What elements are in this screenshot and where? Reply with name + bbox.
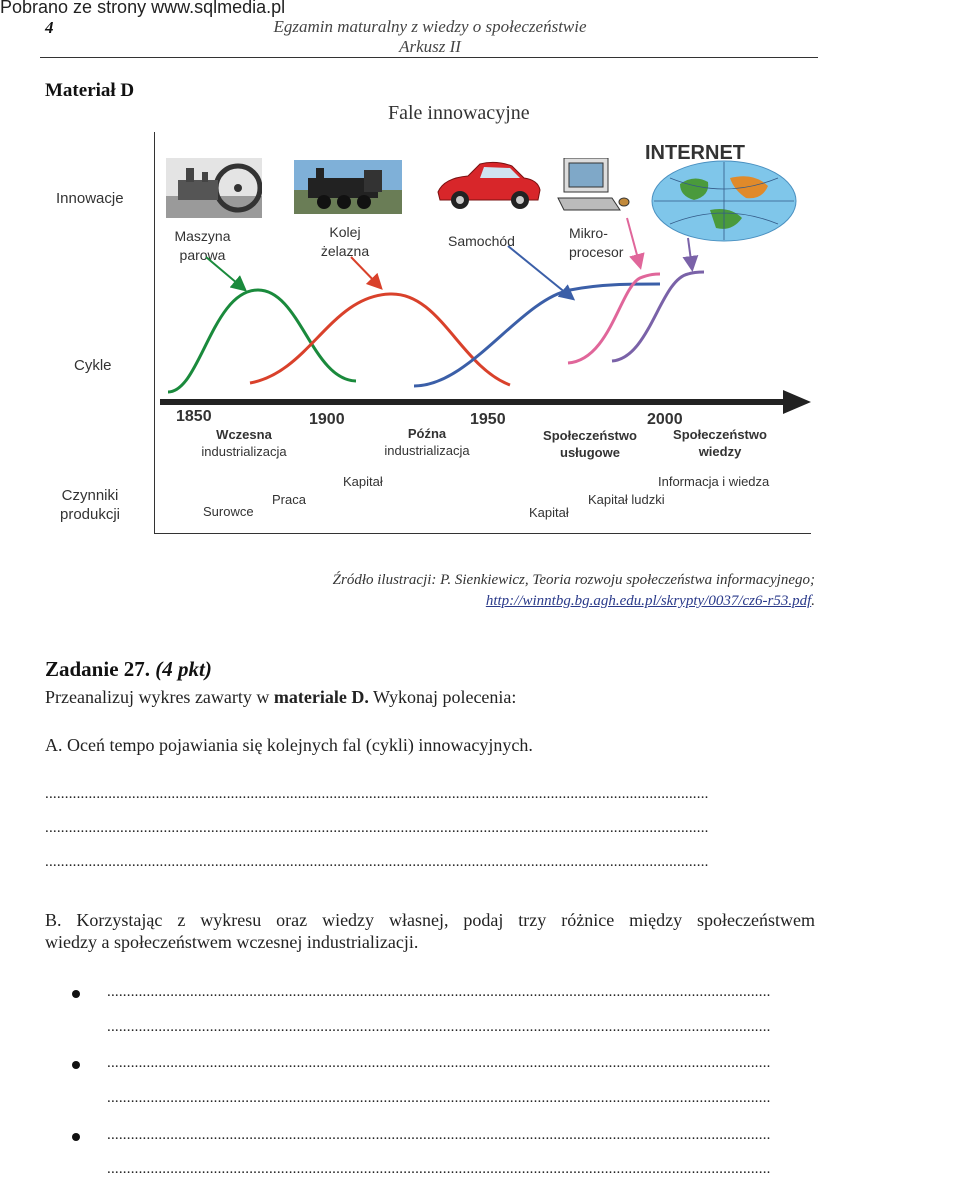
- source-period: .: [811, 593, 815, 609]
- answer-line-b3[interactable]: ........................................................................................................................................................................: [107, 1055, 771, 1071]
- task-number: Zadanie 27.: [45, 657, 151, 681]
- factor-information-knowledge: Informacja i wiedza: [658, 474, 770, 489]
- source-citation: [150, 570, 815, 612]
- year-1950: 1950: [470, 411, 506, 428]
- factor-capital-1: Kapitał: [343, 474, 383, 489]
- year-1900: 1900: [309, 411, 345, 428]
- era-service-line1: Społeczeństwo: [543, 428, 637, 443]
- wave-green: [168, 290, 356, 392]
- arrow-micro: [627, 218, 640, 266]
- source-link[interactable]: http://winntbg.bg.agh.edu.pl/skrypty/0037/cz6-r53.pdf: [485, 593, 812, 609]
- exam-sheet: Arkusz II: [399, 37, 461, 56]
- innovation-rail-line2: żelazna: [320, 243, 370, 259]
- task-intro-bold: materiale D.: [273, 687, 369, 707]
- arrow-internet: [688, 238, 692, 268]
- row-label-innovations: Innowacje: [56, 190, 124, 207]
- innovation-micro-line1: Mikro-: [569, 225, 608, 241]
- answer-line-b1[interactable]: ........................................................................................................................................................................: [107, 984, 771, 1000]
- era-knowledge-line1: Społeczeństwo: [673, 427, 767, 442]
- era-late-industrialization: [365, 425, 489, 459]
- factor-raw-materials: Surowce: [203, 504, 254, 519]
- row-label-factors-line2: produkcji: [59, 506, 121, 523]
- year-1850: 1850: [176, 408, 212, 425]
- factor-labor: Praca: [272, 492, 306, 507]
- innovation-micro-line2: procesor: [569, 244, 624, 260]
- task-intro: [45, 686, 516, 708]
- era-knowledge-society: [662, 426, 778, 460]
- material-label: Materiał D: [45, 80, 135, 101]
- era-knowledge-line2: wiedzy: [698, 444, 742, 459]
- source-text: Źródło ilustracji: P. Sienkiewicz, Teoria rozwoju społeczeństwa informacyjnego;: [332, 572, 815, 588]
- innovation-waves-chart: [0, 0, 960, 420]
- page-number: 4: [45, 18, 54, 37]
- diagram-title: Fale innowacyjne: [388, 102, 530, 124]
- arrow-steam: [206, 257, 244, 289]
- era-late-line1: Późna: [407, 426, 447, 441]
- diagram-bottom-axis: [154, 533, 811, 534]
- factor-human-capital: Kapitał ludzki: [588, 492, 665, 507]
- arrow-rail: [351, 257, 380, 287]
- answer-line-b5[interactable]: ........................................................................................................................................................................: [107, 1127, 771, 1143]
- arrow-car: [508, 246, 572, 298]
- answer-line-a1[interactable]: ........................................................................................................................................................................: [45, 786, 709, 802]
- exam-title: Egzamin maturalny z wiedzy o społeczeństwie: [273, 17, 587, 36]
- innovation-steam-line1: Maszyna: [174, 228, 231, 244]
- answer-line-b2[interactable]: ........................................................................................................................................................................: [107, 1019, 771, 1035]
- bullet-1: [72, 990, 80, 998]
- answer-line-b6[interactable]: ........................................................................................................................................................................: [107, 1161, 771, 1177]
- bullet-3: [72, 1133, 80, 1141]
- answer-line-a2[interactable]: ........................................................................................................................................................................: [45, 820, 709, 836]
- era-early-line1: Wczesna: [216, 427, 272, 442]
- task-points: (4 pkt): [155, 657, 212, 681]
- question-b: [45, 909, 815, 953]
- question-b-line2: wiedzy a społeczeństwem wczesnej industrializacji.: [45, 932, 419, 952]
- era-early-industrialization: [182, 426, 306, 460]
- internet-label: INTERNET: [645, 142, 745, 164]
- innovation-car: Samochód: [448, 233, 515, 249]
- timeline-arrowhead: [783, 390, 811, 414]
- task-title: [45, 657, 212, 682]
- era-late-line2: industrializacja: [384, 443, 470, 458]
- innovation-rail-line1: Kolej: [329, 224, 361, 240]
- innovation-steam-line2: parowa: [179, 247, 226, 263]
- task-intro-pre: Przeanalizuj wykres zawarty w: [45, 687, 274, 707]
- answer-line-b4[interactable]: ........................................................................................................................................................................: [107, 1090, 771, 1106]
- era-early-line2: industrializacja: [201, 444, 287, 459]
- row-label-cycles: Cykle: [74, 357, 112, 374]
- watermark-text: Pobrano ze strony www.sqlmedia.pl: [0, 0, 286, 17]
- task-intro-post: Wykonaj polecenia:: [368, 687, 517, 707]
- question-a: A. Oceń tempo pojawiania się kolejnych fal (cykli) innowacyjnych.: [45, 735, 533, 755]
- question-b-line1: B. Korzystając z wykresu oraz wiedzy własnej, podaj trzy różnice między społeczeństwem: [45, 910, 815, 930]
- factor-capital-2: Kapitał: [529, 505, 569, 520]
- row-label-factors-line1: Czynniki: [61, 487, 119, 504]
- era-service-line2: usługowe: [560, 445, 620, 460]
- row-label-factors: [50, 486, 130, 524]
- timeline-bar: [160, 399, 785, 405]
- bullet-2: [72, 1061, 80, 1069]
- year-2000: 2000: [647, 411, 683, 428]
- answer-line-a3[interactable]: ........................................................................................................................................................................: [45, 854, 709, 870]
- era-service-society: [532, 427, 648, 461]
